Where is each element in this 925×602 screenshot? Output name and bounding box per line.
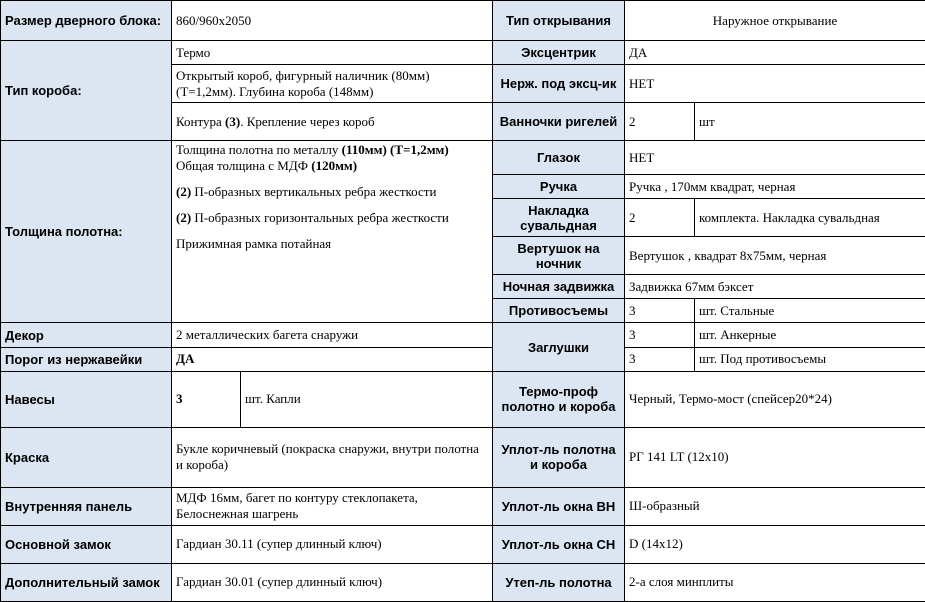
extra-lock-value: Гардиан 30.01 (супер длинный ключ)	[172, 563, 493, 601]
thermo-profile-label: Термо-проф полотно и короба	[493, 371, 625, 427]
horizontal-ribs: (2) П-образных горизонтальных ребра жесткости	[176, 210, 488, 226]
hinges-desc: шт. Капли	[241, 371, 493, 427]
seal-leaf-frame-value: РГ 141 LT (12x10)	[625, 427, 925, 487]
leaf-total-thickness: Общая толщина с МДФ (120мм)	[176, 158, 488, 174]
frame-type-label: Тип короба:	[1, 41, 172, 141]
anti-removal-label: Противосъемы	[493, 299, 625, 323]
seal-window-in-label: Уплот-ль окна ВН	[493, 487, 625, 525]
eccentric-label: Эксцентрик	[493, 41, 625, 65]
escutcheon-desc: комплекта. Накладка сувальдная	[695, 199, 925, 237]
main-lock-label: Основной замок	[1, 525, 172, 563]
plugs-anchor-count: 3	[625, 323, 695, 347]
handle-label: Ручка	[493, 175, 625, 199]
escutcheon-label: Накладка сувальдная	[493, 199, 625, 237]
opening-type-label: Тип открывания	[493, 1, 625, 41]
hinges-label: Навесы	[1, 371, 172, 427]
eccentric-value: ДА	[625, 41, 925, 65]
bolt-cups-count: 2	[625, 103, 695, 141]
hinges-count: 3	[172, 371, 241, 427]
frame-type-row-1: Термо	[172, 41, 493, 65]
thumb-turn-value: Вертушок , квадрат 8x75мм, черная	[625, 237, 925, 275]
plugs-anti-removal-count: 3	[625, 347, 695, 371]
inner-panel-label: Внутренняя панель	[1, 487, 172, 525]
thermo-profile-value: Черный, Термо-мост (спейсер20*24)	[625, 371, 925, 427]
anti-removal-desc: шт. Стальные	[695, 299, 925, 323]
door-size-label: Размер дверного блока:	[1, 1, 172, 41]
inner-panel-value: МДФ 16мм, багет по контуру стеклопакета, Белоснежная шагрень	[172, 487, 493, 525]
leaf-thickness-details	[172, 141, 493, 323]
peephole-value: НЕТ	[625, 141, 925, 175]
leaf-metal-thickness: Толщина полотна по металлу (110мм) (Т=1,2мм)	[176, 142, 488, 158]
paint-value: Букле коричневый (покраска снаружи, внутри полотна и короба)	[172, 427, 493, 487]
seal-window-out-value: D (14x12)	[625, 525, 925, 563]
contour-count: (3)	[225, 114, 240, 129]
seal-window-in-value: Ш-образный	[625, 487, 925, 525]
frame-type-row-3	[172, 103, 493, 141]
escutcheon-count: 2	[625, 199, 695, 237]
bolt-cups-unit: шт	[695, 103, 925, 141]
insulation-label: Утеп-ль полотна	[493, 563, 625, 601]
contour-suffix: . Крепление через короб	[240, 114, 374, 129]
insulation-value: 2-а слоя минплиты	[625, 563, 925, 601]
night-latch-label: Ночная задвижка	[493, 275, 625, 299]
threshold-label: Порог из нержавейки	[1, 347, 172, 371]
main-lock-value: Гардиан 30.11 (супер длинный ключ)	[172, 525, 493, 563]
seal-window-out-label: Уплот-ль окна СН	[493, 525, 625, 563]
plugs-label: Заглушки	[493, 323, 625, 371]
decor-label: Декор	[1, 323, 172, 347]
night-latch-value: Задвижка 67мм бэксет	[625, 275, 925, 299]
opening-type-value: Наружное открывание	[625, 1, 925, 41]
paint-label: Краска	[1, 427, 172, 487]
thumb-turn-label: Вертушок на ночник	[493, 237, 625, 275]
ss-eccentric-value: НЕТ	[625, 65, 925, 103]
extra-lock-label: Дополнительный замок	[1, 563, 172, 601]
bolt-cups-label: Ванночки ригелей	[493, 103, 625, 141]
handle-value: Ручка , 170мм квадрат, черная	[625, 175, 925, 199]
frame-type-row-2: Открытый короб, фигурный наличник (80мм) (Т=1,2мм). Глубина короба (148мм)	[172, 65, 493, 103]
leaf-thickness-label: Толщина полотна:	[1, 141, 172, 323]
clamp-frame: Прижимная рамка потайная	[176, 236, 488, 252]
contour-prefix: Контура	[176, 114, 222, 129]
peephole-label: Глазок	[493, 141, 625, 175]
plugs-anchor-desc: шт. Анкерные	[695, 323, 925, 347]
seal-leaf-frame-label: Уплот-ль полотна и короба	[493, 427, 625, 487]
door-size-value: 860/960x2050	[172, 1, 493, 41]
decor-value: 2 металлических багета снаружи	[172, 323, 493, 347]
anti-removal-count: 3	[625, 299, 695, 323]
plugs-anti-removal-desc: шт. Под противосъемы	[695, 347, 925, 371]
threshold-value: ДА	[172, 347, 493, 371]
ss-eccentric-label: Нерж. под эксц-ик	[493, 65, 625, 103]
vertical-ribs: (2) П-образных вертикальных ребра жесткости	[176, 184, 488, 200]
